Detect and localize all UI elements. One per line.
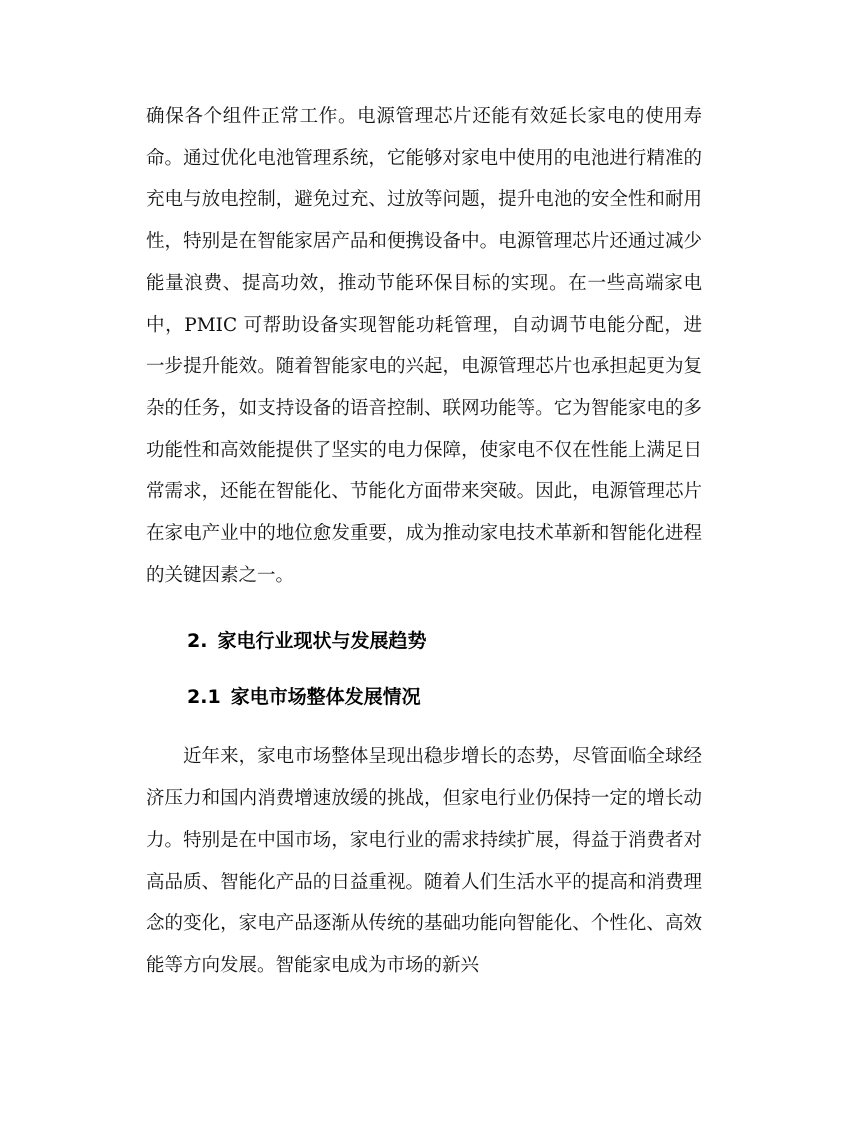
subsection-title: 家电市场整体发展情况 xyxy=(230,686,421,709)
subsection-heading-2-1 xyxy=(146,682,702,712)
section-number: 2. xyxy=(187,630,208,653)
subsection-number: 2.1 xyxy=(187,686,221,709)
body-paragraph-2: 近年来，家电市场整体呈现出稳步增长的态势，尽管面临全球经济压力和国内消费增速放缓的挑战，但家电行业仍保持一定的增长动力。特别是在中国市场，家电行业的需求持续扩展，得益于消费者对高品质、智能化产品的日益重视。随着人们生活水平的提高和消费理念的变化，家电产品逐渐从传统的基础功能向智能化、个性化、高效能等方向发展。智能家电成为市场的新兴 xyxy=(146,746,702,976)
document-body xyxy=(146,96,702,987)
section-heading-2 xyxy=(146,626,702,656)
body-paragraph-1: 确保各个组件正常工作。电源管理芯片还能有效延长家电的使用寿命。通过优化电池管理系统，它能够对家电中使用的电池进行精准的充电与放电控制，避免过充、过放等问题，提升电池的安全性和耐用性，特别是在智能家居产品和便携设备中。电源管理芯片还通过减少能量浪费、提高功效，推动节能环保目标的实现。在一些高端家电中，PMIC 可帮助设备实现智能功耗管理，自动调节电能分配，进一步提升能效。随着智能家电的兴起，电源管理芯片也承担起更为复杂的任务，如支持设备的语音控制、联网功能等。它为智能家电的多功能性和高效能提供了坚实的电力保障，使家电不仅在性能上满足日常需求，还能在智能化、节能化方面带来突破。因此，电源管理芯片在家电产业中的地位愈发重要，成为推动家电技术革新和智能化进程的关键因素之一。 xyxy=(146,106,702,586)
section-title: 家电行业现状与发展趋势 xyxy=(217,630,427,653)
